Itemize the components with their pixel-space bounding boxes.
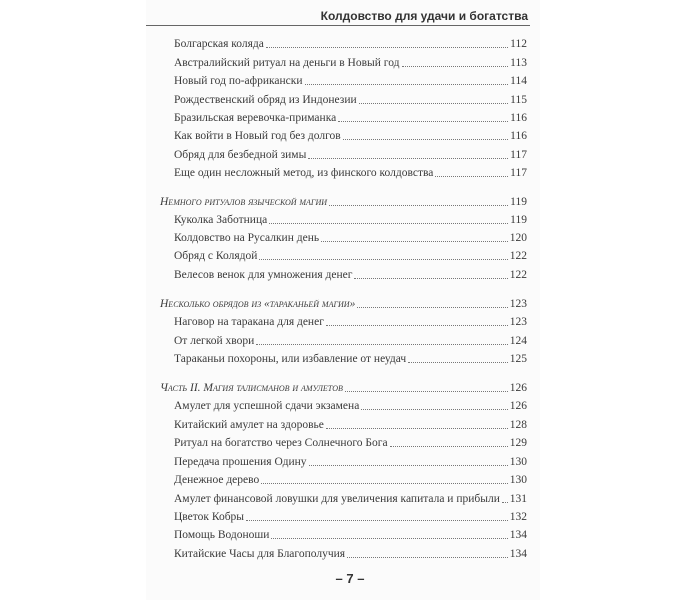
toc-page-number: 114 — [510, 75, 527, 87]
toc-entry-title: Китайские Часы для Благополучия — [174, 548, 346, 560]
dot-leader — [390, 446, 508, 447]
toc-entry-title: Амулет для успешной сдачи экзамена — [174, 400, 360, 412]
dot-leader — [266, 47, 508, 48]
dot-leader — [271, 538, 507, 539]
dot-leader — [361, 409, 507, 410]
toc-page-number: 122 — [509, 269, 527, 281]
toc-entry-title: Новый год по-африкански — [174, 75, 303, 87]
dot-leader — [343, 139, 508, 140]
dot-leader — [357, 307, 507, 308]
toc-entry — [174, 37, 527, 51]
dot-leader — [305, 84, 509, 85]
toc-entry — [174, 455, 527, 469]
toc-section-heading — [160, 297, 527, 311]
page-number: – 7 – — [335, 571, 365, 586]
dot-leader — [246, 520, 508, 521]
dot-leader — [256, 344, 507, 345]
toc-entry-title: Обряд для безбедной зимы — [174, 149, 307, 161]
toc-page-number: 117 — [510, 167, 527, 179]
toc-entry — [174, 231, 527, 245]
dot-leader — [354, 278, 507, 279]
toc-entry — [174, 547, 527, 561]
toc-entry — [174, 334, 527, 348]
toc-page-number: 122 — [509, 250, 527, 262]
toc-entry-title: Куколка Заботница — [174, 214, 268, 226]
toc-page-number: 113 — [510, 57, 527, 69]
dot-leader — [408, 362, 508, 363]
toc-entry-title: Передача прошения Одину — [174, 456, 307, 468]
toc-entry-title: Часть II. Магия талисманов и амулетов — [160, 382, 343, 394]
toc-entry — [174, 166, 527, 180]
toc-page-number: 134 — [509, 529, 527, 541]
toc-entry-title: Цветок Кобры — [174, 511, 245, 523]
toc-entry-title: Денежное дерево — [174, 474, 260, 486]
toc-page-number: 126 — [509, 382, 527, 394]
toc-entry-title: Рождественский обряд из Индонезии — [174, 94, 357, 106]
dot-leader — [308, 158, 508, 159]
toc-entry-title: Несколько обрядов из «тараканьей магии» — [160, 298, 356, 310]
toc-page-number: 123 — [509, 316, 527, 328]
dot-leader — [326, 325, 508, 326]
dot-leader — [309, 465, 508, 466]
dot-leader — [259, 259, 507, 260]
dot-leader — [502, 502, 508, 503]
toc-entry — [174, 74, 527, 88]
toc-entry — [174, 249, 527, 263]
toc-entry-title: Австралийский ритуал на деньги в Новый год — [174, 57, 400, 69]
toc-entry-title: Немного ритуалов языческой магии — [160, 196, 328, 208]
toc-entry — [174, 492, 527, 506]
dot-leader — [326, 428, 508, 429]
dot-leader — [338, 121, 508, 122]
toc-entry — [174, 129, 527, 143]
running-header-title: Колдовство для удачи и богатства — [320, 9, 528, 23]
toc-page-number: 126 — [509, 400, 527, 412]
dot-leader — [402, 66, 509, 67]
dot-leader — [345, 391, 508, 392]
toc-page-number: 120 — [509, 232, 527, 244]
toc-entry — [174, 213, 527, 227]
dot-leader — [435, 176, 508, 177]
toc-page-number: 116 — [510, 112, 527, 124]
toc-page-number: 130 — [509, 474, 527, 486]
toc-page-number: 130 — [509, 456, 527, 468]
toc-page-number: 125 — [509, 353, 527, 365]
toc-part-heading — [160, 381, 527, 395]
dot-leader — [261, 483, 508, 484]
toc-page-number: 123 — [509, 298, 527, 310]
toc-page-number: 112 — [510, 38, 527, 50]
toc-page-number: 132 — [509, 511, 527, 523]
toc-entry — [174, 93, 527, 107]
toc-entry — [174, 510, 527, 524]
toc-entry-title: Китайский амулет на здоровье — [174, 419, 324, 431]
toc-page-number: 129 — [509, 437, 527, 449]
toc-entry-title: От легкой хвори — [174, 335, 255, 347]
toc-entry — [174, 56, 527, 70]
dot-leader — [321, 241, 508, 242]
dot-leader — [359, 103, 509, 104]
toc-entry-title: Наговор на таракана для денег — [174, 316, 324, 328]
toc-page-number: 119 — [510, 214, 527, 226]
dot-leader — [347, 557, 508, 558]
toc-entry — [174, 315, 527, 329]
toc-page-number: 128 — [509, 419, 527, 431]
toc-section-heading — [160, 195, 527, 209]
toc-entry-title: Амулет финансовой ловушки для увеличения капитала и прибыли — [174, 493, 500, 505]
toc-entry-title: Обряд с Колядой — [174, 250, 258, 262]
toc-entry — [174, 352, 527, 366]
toc-page-number: 115 — [510, 94, 527, 106]
toc-entry — [174, 436, 527, 450]
toc-page-number: 116 — [510, 130, 527, 142]
toc-entry-title: Болгарская коляда — [174, 38, 264, 50]
dot-leader — [329, 205, 508, 206]
toc-page-number: 124 — [509, 335, 527, 347]
toc-entry — [174, 111, 527, 125]
dot-leader — [269, 223, 508, 224]
toc-entry — [174, 268, 527, 282]
toc-entry-title: Тараканьи похороны, или избавление от неудач — [174, 353, 407, 365]
toc-page-number: 131 — [509, 493, 527, 505]
toc-entry — [174, 528, 527, 542]
toc-entry — [174, 418, 527, 432]
toc-entry — [174, 148, 527, 162]
toc-page-number: 117 — [510, 149, 527, 161]
toc-page-number: 119 — [510, 196, 527, 208]
toc-entry-title: Ритуал на богатство через Солнечного Бога — [174, 437, 388, 449]
toc-entry-title: Еще один несложный метод, из финского колдовства — [174, 167, 434, 179]
toc-entry-title: Колдовство на Русалкин день — [174, 232, 320, 244]
toc-entry-title: Как войти в Новый год без долгов — [174, 130, 341, 142]
toc-page-number: 134 — [509, 548, 527, 560]
toc-entry-title: Бразильская веревочка-приманка — [174, 112, 337, 124]
toc-entry — [174, 473, 527, 487]
toc-entry-title: Велесов венок для умножения денег — [174, 269, 353, 281]
toc-entry-title: Помощь Водоноши — [174, 529, 270, 541]
toc-entry — [174, 399, 527, 413]
